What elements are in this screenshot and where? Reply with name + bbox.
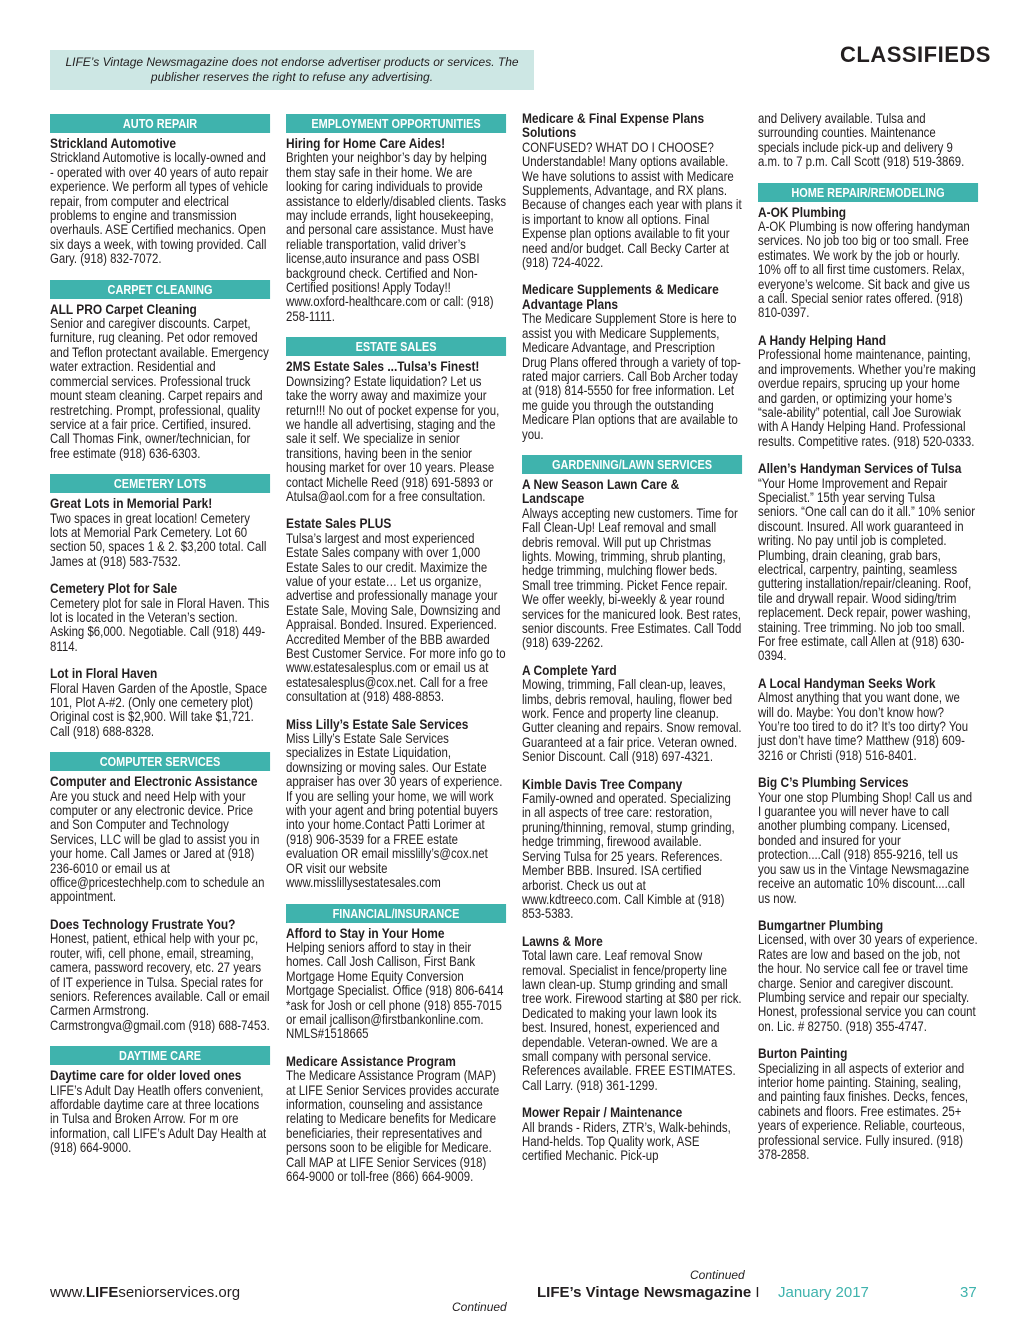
ad-title: Mower Repair / Maintenance xyxy=(522,1105,683,1122)
classified-ad xyxy=(50,1069,270,1155)
column-2 xyxy=(286,112,506,1197)
ad-title: Hiring for Home Care Aides! xyxy=(286,136,446,152)
ad-title: Medicare Supplements & Medicare Advantage Plans xyxy=(522,282,719,313)
ad-title: Kimble Davis Tree Company xyxy=(522,776,683,793)
classified-ad xyxy=(522,112,742,270)
ad-body: Honest, patient, ethical help with your pc, router, wifi, cell phone, email, streaming, camera, password recovery, etc. 27 years of IT experience in Tulsa. Special rates for seniors. References available. Call or email Carmen Armstrong. Carmstrongva@gmail.com (918) 688-7453. xyxy=(50,931,270,1033)
category-header: EMPLOYMENT OPPORTUNITIES xyxy=(286,114,506,133)
ad-body: Two spaces in great location! Cemetery lots at Memorial Park Cemetery. Lot 60 section 50, spaces 1 & 2. $3,200 total. Call James at (918) 583-7532. xyxy=(50,510,267,569)
ad-title: Estate Sales PLUS xyxy=(286,516,392,533)
ad-body: Helping seniors afford to stay in their homes. Call Josh Callison, First Bank Mortgage Home Equity Conversion Mortgage Specialist. Office (918) 806-6414 *ask for Josh or cell phone (918) 855-7015 or email jcallison@firstbankonline.com. NMLS#1518665 xyxy=(286,939,504,1042)
ad-body: and Delivery available. Tulsa and surrounding counties. Maintenance specials include pick-up and delivery 9 a.m. to 7 p.m. Call Scott (918) 519-3869. xyxy=(758,111,965,170)
category-header: AUTO REPAIR xyxy=(50,114,270,133)
ad-title: Does Technology Frustrate You? xyxy=(50,916,236,933)
category-header: FINANCIAL/INSURANCE xyxy=(286,904,506,923)
ad-title: A Local Handyman Seeks Work xyxy=(758,675,936,692)
ad-body: Licensed, with over 30 years of experience. Rates are low and based on the job, not the hour. No service call fee or travel time charge. Senior and caregiver discount. Plumbing service and repair our specialty. Honest, professional service you can count on. Lic. # 82750. (918) 355-4747. xyxy=(758,932,978,1034)
ad-body: Cemetery plot for sale in Floral Haven. This lot is located in the Veteran’s section. Asking $6,000. Negotiable. Call (918) 449-8114. xyxy=(50,595,270,654)
section-title: CLASSIFIEDS xyxy=(840,42,991,67)
ad-title: Medicare Assistance Program xyxy=(286,1053,456,1070)
ad-title: Allen’s Handyman Services of Tulsa xyxy=(758,461,962,478)
ad-body: Always accepting new customers. Time for Fall Clean-Up! Leaf removal and small debris removal. Will put up Christmas lights. Mowing, trimming, shrub planting, hedge trimming, mulching flower beds. Small tree trimming. Picket Fence repair. We offer weekly, bi-weekly & year round services for the manicured look. Best rates, senior discounts. Free Estimates. Call Todd (918) 639-2262. xyxy=(522,505,742,651)
footer-url-bold: LIFE xyxy=(85,1284,119,1301)
classified-ad xyxy=(286,517,506,704)
classified-ad xyxy=(286,927,506,1042)
footer-magazine-name: LIFE’s Vintage Newsmagazine xyxy=(537,1284,752,1301)
category-header: HOME REPAIR/REMODELING xyxy=(758,183,978,202)
ad-body: Miss Lilly’s Estate Sale Services specializes in Estate Liquidation, downsizing or moving sales. Our Estate appraiser has over 30 years of experience. If you are selling your home, we will work with your agent and bring potential buyers into your home.Contact Patti Lorimer at (918) 906-3539 for a FREE estate evaluation OR email misslilly’s@cox.net OR visit our website www.misslillysestatesales.com xyxy=(286,731,503,891)
ad-title: Miss Lilly’s Estate Sale Services xyxy=(286,716,469,733)
ad-body: Mowing, trimming, Fall clean-up, leaves, limbs, debris removal, hauling, flower bed work. Fence and property line cleanup. Gutter cleaning and repairs. Snow removal. Guaranteed at a fair price. Veteran owned. Senior Discount. Call (918) 697-4321. xyxy=(522,677,742,765)
ad-body: Senior and caregiver discounts. Carpet, furniture, rug cleaning. Pet odor removed and Teflon protectant available. Emergency water extraction. Residential and commercial services. Professional truck mount steam cleaning. Carpet repairs and restretching. Prompt, professional, quality service at a fair price. Certified, insured. Call Thomas Fink, owner/technician, for free estimate (918) 636-6303. xyxy=(50,316,269,461)
classified-ad xyxy=(286,360,506,504)
classified-ad xyxy=(522,1106,742,1164)
continued-label-bottom: Continued xyxy=(452,1300,507,1314)
classified-ad xyxy=(50,497,270,569)
ad-body: Downsizing? Estate liquidation? Let us take the worry away and maximize your return!!! No out of pocket expense for you, we handle all advertising, staging and the sale it self. We specialize in senior transitions, having been in the senior housing market for over 10 years. Please contact Michelle Reed (918) 691-5893 or Atulsa@aol.com for a free consultation. xyxy=(286,373,500,504)
ad-body: Tulsa’s largest and most experienced Estate Sales company with over 1,000 Estate Sales to our credit. Maximize the value of your estate… Let us organize, advertise and professionally manage your Estate Sale, Moving Sale, Downsizing and Appraisal. Bonded. Insured. Experienced. Accredited Member of the BBB awarded Best Customer Service. For more info go to www.estatesalesplus.com or email us at estatesalesplus@cox.net. Call for a free consultation at (918) 488-8853. xyxy=(286,530,506,705)
classified-ad xyxy=(758,462,978,664)
classified-ad xyxy=(50,582,270,654)
category-header: DAYTIME CARE xyxy=(50,1046,270,1065)
ad-title: Big C’s Plumbing Services xyxy=(758,775,909,792)
ad-body: “Your Home Improvement and Repair Specialist.” 15th year serving Tulsa seniors. “One call can do it all.” 10% senior discount. Insured. All work guaranteed in writing. No pay until job is completed. Plumbing, drain cleaning, grab bars, electrical, carpentry, painting, seamless guttering installation/repair/cleaning. Roof, tile and drywall repair. Wood siding/trim replacement. Deck repair, power washing, staining. Tree trimming. No job too small. For free estimate, call Allen at (918) 630-0394. xyxy=(758,475,976,664)
classified-ad xyxy=(522,664,742,765)
classified-ad xyxy=(522,935,742,1093)
ad-body: Are you stuck and need Help with your computer or any electronic device. Price and Son Computer and Technology Services, LLC will be glad to assist you in your home. Call James or Jared at (918) 236-6010 or email us at office@pricestechhelp.com to schedule an appointment. xyxy=(50,788,265,905)
classified-ad xyxy=(758,334,978,449)
ad-body: All brands - Riders, ZTR’s, Walk-behinds, Hand-helds. Top Quality work, ASE certified Mechanic. Pick-up xyxy=(522,1119,731,1164)
ad-body: Specializing in all aspects of exterior and interior home painting. Staining, sealing, and painting faux finishes. Decks, fences, cabinets and floors. Free estimates. 25+ years of experience. Reliable, courteous, professional service. Fully insured. (918) 378-2858. xyxy=(758,1060,969,1162)
category-header: CEMETERY LOTS xyxy=(50,474,270,493)
ad-title: Computer and Electronic Assistance xyxy=(50,774,258,791)
category-header: CARPET CLEANING xyxy=(50,280,270,299)
footer-url-suffix: seniorservices.org xyxy=(118,1284,241,1301)
ad-body: Almost anything that you want done, we will do. Maybe: You don’t know how? You’re too tired to do it? It’s too dirty? You just don’t have time? Matthew (918) 609-3216 or Christi (918) 516-8401. xyxy=(758,690,969,763)
classified-ad xyxy=(758,1047,978,1162)
category-header: GARDENING/LAWN SERVICES xyxy=(522,455,742,474)
disclaimer-banner xyxy=(50,50,534,90)
ad-title: A New Season Lawn Care & Landscape xyxy=(522,476,680,508)
ad-title: A Handy Helping Hand xyxy=(758,332,887,349)
ad-title: Afford to Stay in Your Home xyxy=(286,925,445,942)
ad-body: Floral Haven Garden of the Apostle, Space 101, Plot A-#2. (Only one cemetery plot) Original cost is $2,900. Will take $1,721. Call (918) 688-8328. xyxy=(50,680,268,739)
footer-date: January 2017 xyxy=(778,1284,869,1301)
ad-body: A-OK Plumbing is now offering handyman services. No job too big or too small. Free estimates. We work by the job or hourly. 10% off to all first time customers. Relax, everyone’s welcome. Sit back and give us a call. Special senior rates offered. (918) 810-0397. xyxy=(758,219,970,321)
category-header: COMPUTER SERVICES xyxy=(50,752,270,771)
ad-title: Cemetery Plot for Sale xyxy=(50,581,178,598)
ad-title: Bumgartner Plumbing xyxy=(758,917,884,934)
category-header: ESTATE SALES xyxy=(286,337,506,356)
classified-ad xyxy=(50,667,270,739)
column-4 xyxy=(758,112,978,1175)
ad-body: Professional home maintenance, painting, and improvements. Whether you’re making overdue repairs, sprucing up your home and garden, or optimizing your home’s “sale-ability” potential, call Joe Surowiak with A Handy Helping Hand. Professional results. Competitive rates. (918) 520-0333. xyxy=(758,347,976,449)
ad-title: A-OK Plumbing xyxy=(758,204,847,221)
classified-ad xyxy=(758,776,978,906)
classified-ad xyxy=(50,303,270,461)
ad-body: Brighten your neighbor’s day by helping them stay safe in their home. We are looking for caring individuals to provide assistance to elderly/disabled clients. Tasks may include errands, light housekeeping, and personal care assistance. Must have reliable transportation, valid driver’s license,auto insurance and pass OSBI background check. Certified and Non-Certified positions! Apply Today!! www.oxford-healthcare.com or call: (918) 258-1111. xyxy=(286,150,507,324)
classified-ad xyxy=(50,137,270,267)
ad-body: The Medicare Assistance Program (MAP) at LIFE Senior Services provides accurate information, counseling and assistance relating to Medicare benefits for Medicare beneficiaries, their representatives and persons soon to be eligible for Medicare. Call MAP at LIFE Senior Services (918) 664-9000 or toll-free (866) 664-9009. xyxy=(286,1068,500,1184)
ad-title: Daytime care for older loved ones xyxy=(50,1068,242,1085)
ad-title: ALL PRO Carpet Cleaning xyxy=(50,301,197,318)
ad-body: Strickland Automotive is locally-owned and - operated with over 40 years of auto repair experience. We perform all types of vehicle repair, from computer and electrical problems to engine and transmission overhauls. ASE Certified mechanics. Open six days a week, with towing provided. Call Gary. (918) 832-7072. xyxy=(50,150,269,267)
column-1 xyxy=(50,112,270,1169)
footer-url-prefix: www. xyxy=(50,1284,86,1301)
column-3 xyxy=(522,112,742,1177)
ad-body: Family-owned and operated. Specializing in all aspects of tree care: restoration, pruning/thinning, removal, stump grinding, hedge trimming, firewood available. Serving Tulsa for 25 years. References. Member BBB. Insured. ISA certified arborist. Check us out at www.kdtreeco.com. Call Kimble at (918) 853-5383. xyxy=(522,791,735,922)
classified-ad xyxy=(522,778,742,922)
footer-separator: I xyxy=(751,1284,760,1301)
ad-title: Lawns & More xyxy=(522,933,603,950)
classified-ad xyxy=(50,918,270,1033)
ad-title: A Complete Yard xyxy=(522,662,617,679)
ad-body: Your one stop Plumbing Shop! Call us and I guarantee you will never have to call another plumbing company. Licensed, bonded and insured for your protection....Call (918) 855-9216, tell us you saw us in the Vintage Newsmagazine receive an automatic 10% discount....call us now. xyxy=(758,789,973,906)
classified-ad xyxy=(522,283,742,441)
classified-ad xyxy=(758,677,978,763)
classified-ad xyxy=(286,137,506,324)
continued-label: Continued xyxy=(690,1268,745,1282)
ad-body: The Medicare Supplement Store is here to assist you with Medicare Supplements, Medicare Advantage, and Prescription Drug Plans offered through a variety of top-rated major carriers. Call Bob Archer today at (918) 814-5550 for free information. Let me guide you through the outstanding Medicare Plan options that are available to you. xyxy=(522,311,741,442)
ad-body: Total lawn care. Leaf removal Snow removal. Specialist in fence/property line lawn clean-up. Stump grinding and small tree work. Firewood starting at $80 per rick. Dedicated to making your lawn look its best. Insured, honest, experienced and dependable. Veteran-owned. We are a small company with personal service. References available. FREE ESTIMATES. Call Larry. (918) 361-1299. xyxy=(522,948,742,1093)
footer-website-link[interactable] xyxy=(50,1284,240,1301)
classified-ad xyxy=(286,1055,506,1185)
classified-ad xyxy=(522,478,742,651)
ad-title: Great Lots in Memorial Park! xyxy=(50,496,213,513)
ad-body: LIFE’s Adult Day Heatlh offers convenient, affordable daytime care at three locations in Tulsa and Broken Arrow. For m ore information, call LIFE’s Adult Day Health at (918) 664-9000. xyxy=(50,1082,267,1156)
ad-title: Medicare & Final Expense Plans Solutions xyxy=(522,111,705,142)
ad-title: Strickland Automotive xyxy=(50,136,177,152)
classified-ad xyxy=(286,718,506,891)
classified-ad xyxy=(758,112,978,170)
disclaimer-text: LIFE’s Vintage Newsmagazine does not endorse advertiser products or services. The publisher reserves the right to refuse any advertising. xyxy=(65,55,519,84)
classified-ad xyxy=(758,206,978,321)
classified-ad xyxy=(50,775,270,905)
ad-title: Burton Painting xyxy=(758,1046,848,1063)
footer-magazine xyxy=(537,1284,760,1301)
page-number: 37 xyxy=(960,1284,977,1301)
classified-ad xyxy=(758,919,978,1034)
ad-title: 2MS Estate Sales ...Tulsa’s Finest! xyxy=(286,359,480,376)
ad-body: CONFUSED? WHAT DO I CHOOSE? Understandable! Many options available. We have solutions to assist with Medicare Supplements, Advantage, and RX plans. Because of changes each year with plans it is important to know all options. Final Expense plan options available to fit your need and/or budget. Call Becky Carter at (918) 724-4022. xyxy=(522,139,742,271)
ad-title: Lot in Floral Haven xyxy=(50,666,158,683)
